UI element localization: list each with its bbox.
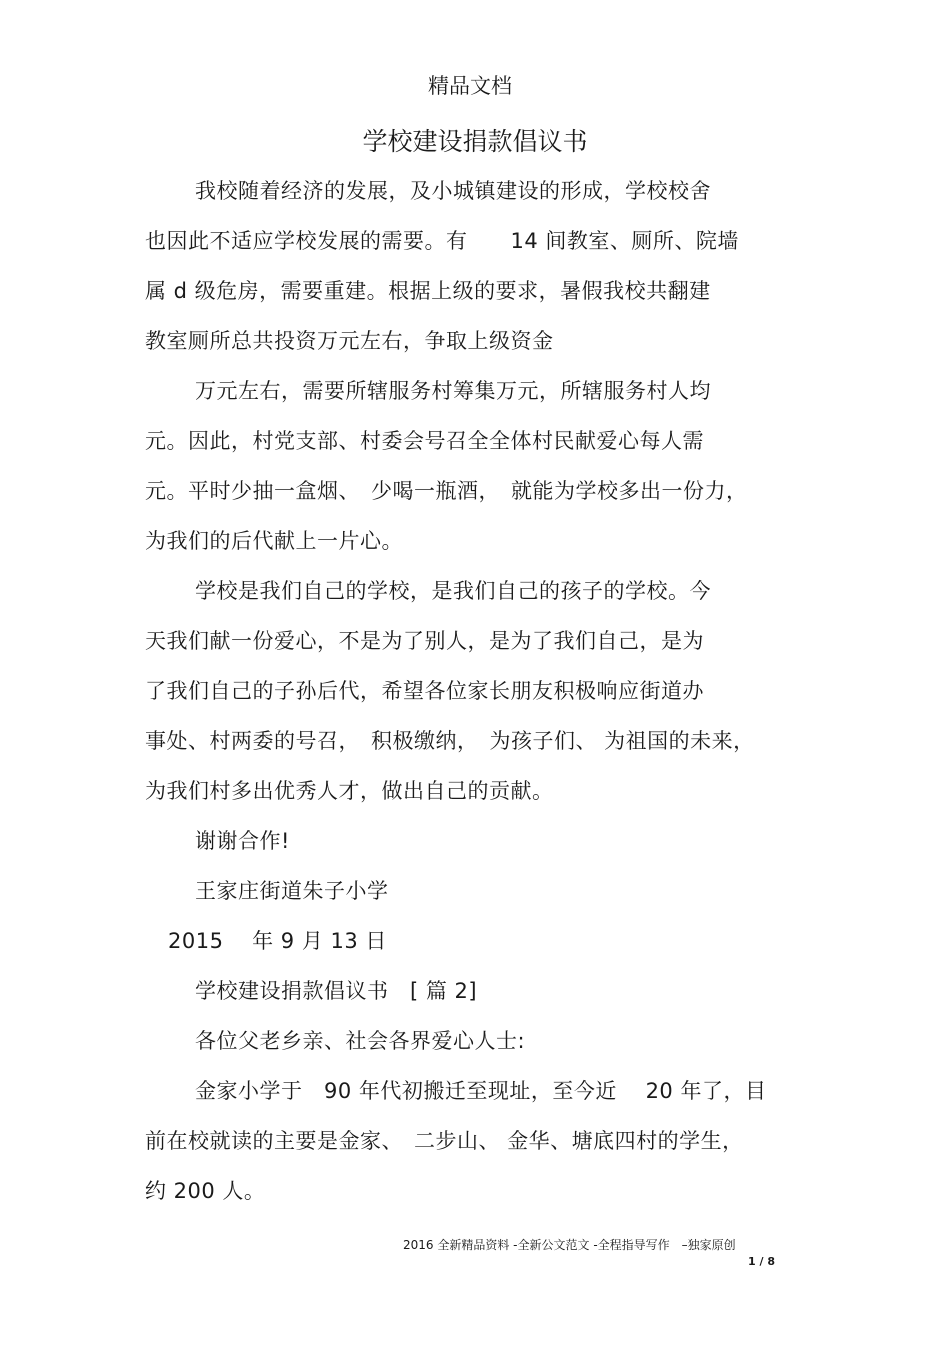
page-number: 1 / 8 — [748, 1255, 775, 1268]
text-line: 我校随着经济的发展，及小城镇建设的形成，学校校舍 — [195, 179, 711, 203]
page-header: 精品文档 — [428, 74, 512, 98]
text-line: 也因此不适应学校发展的需要。有 14 间教室、厕所、院墙 — [145, 229, 739, 253]
text-line: 学校是我们自己的学校，是我们自己的孩子的学校。今 — [195, 579, 711, 603]
text-line: 天我们献一份爱心，不是为了别人，是为了我们自己，是为 — [145, 629, 704, 653]
text-line: 金家小学于 90 年代初搬迁至现址，至今近 20 年了，目 — [195, 1079, 767, 1103]
text-line: 元。平时少抽一盒烟、 少喝一瓶酒， 就能为学校多出一份力， — [145, 479, 748, 503]
text-line: 万元左右，需要所辖服务村筹集万元，所辖服务村人均 — [195, 379, 711, 403]
text-line: 属 d 级危房，需要重建。根据上级的要求，暑假我校共翻建 — [145, 279, 711, 303]
date-line: 2015 年 9 月 13 日 — [168, 929, 387, 953]
text-line: 元。因此，村党支部、村委会号召全全体村民献爱心每人需 — [145, 429, 704, 453]
text-line: 事处、村两委的号召， 积极缴纳， 为孩子们、 为祖国的未来， — [145, 729, 755, 753]
salutation-line: 各位父老乡亲、社会各界爱心人士: — [195, 1029, 526, 1053]
text-line: 为我们村多出优秀人才，做出自己的贡献。 — [145, 779, 554, 803]
text-line: 了我们自己的子孙后代，希望各位家长朋友积极响应街道办 — [145, 679, 704, 703]
text-line: 为我们的后代献上一片心。 — [145, 529, 403, 553]
footer-note: 2016 全新精品资料 -全新公文范文 -全程指导写作 –独家原创 — [403, 1238, 736, 1252]
text-line: 前在校就读的主要是金家、 二步山、 金华、塘底四村的学生， — [145, 1129, 744, 1153]
text-line: 谢谢合作! — [195, 829, 290, 853]
text-line: 教室厕所总共投资万元左右，争取上级资金 — [145, 329, 554, 353]
text-line: 约 200 人。 — [145, 1179, 266, 1203]
signature-line: 王家庄街道朱子小学 — [195, 879, 389, 903]
section-heading: 学校建设捐款倡议书 [ 篇 2] — [195, 979, 478, 1003]
document-title: 学校建设捐款倡议书 — [362, 127, 588, 156]
